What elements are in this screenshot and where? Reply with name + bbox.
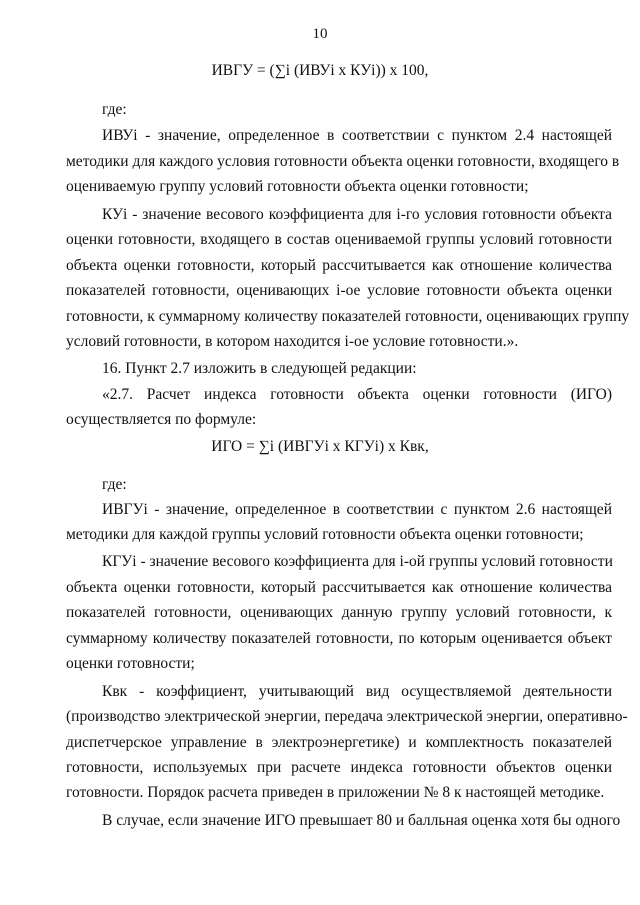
- text-line: оценки готовности;: [66, 655, 195, 672]
- item-16: 16. Пункт 2.7 изложить в следующей редакции:: [102, 360, 417, 377]
- text-line: показателей готовности, оценивающих i-ое условие готовности объекта оценки: [66, 282, 612, 299]
- where-label-1: где:: [102, 101, 127, 118]
- formula-igo-sum: ∑: [258, 438, 270, 455]
- text-line: показателей готовности, оценивающих данную группу условий готовности, к: [66, 604, 612, 621]
- text-line: готовности, к суммарному количеству показателей готовности, оценивающих группу: [66, 308, 630, 325]
- text-line: объекта оценки готовности, который рассчитывается как отношение количества: [66, 579, 612, 596]
- text-line: методики для каждой группы условий готовности объекта оценки готовности;: [66, 526, 584, 543]
- text-line: ИВГУi - значение, определенное в соответствии с пунктом 2.6 настоящей: [102, 501, 612, 518]
- text-line: методики для каждого условия готовности объекта оценки готовности, входящего в: [66, 153, 620, 170]
- text-line: (производство электрической энергии, передача электрической энергии, оперативно-: [66, 708, 628, 725]
- text-line: диспетчерское управление в электроэнергетике) и комплектность показателей: [66, 734, 612, 751]
- text-line: оцениваемую группу условий готовности объекта оценки готовности;: [66, 178, 529, 195]
- text-line: Квк - коэффициент, учитывающий вид осуществляемой деятельности: [102, 683, 612, 700]
- page-number: 10: [312, 26, 328, 42]
- formula-igo: [0, 438, 640, 456]
- text-line: оценки готовности, входящего в состав оцениваемой группы условий готовности: [66, 231, 612, 248]
- text-line: готовности. Порядок расчета приведен в приложении № 8 к настоящей методике.: [66, 784, 605, 801]
- formula-ivgu-prefix: ИВГУ = (: [211, 62, 275, 79]
- text-line: суммарному количеству показателей готовности, по которым оценивается объект: [66, 630, 612, 647]
- text-line: ИВУi - значение, определенное в соответствии с пунктом 2.4 настоящей: [102, 127, 612, 144]
- text-line: объекта оценки готовности, который рассчитывается как отношение количества: [66, 257, 612, 274]
- formula-ivgu-rest: i (ИВУi x КУi)) x 100,: [285, 62, 429, 79]
- formula-ivgu-sum: ∑: [274, 62, 286, 79]
- text-line: В случае, если значение ИГО превышает 80 и балльная оценка хотя бы одного: [102, 812, 621, 829]
- text-line: условий готовности, в котором находится i-ое условие готовности.».: [66, 333, 519, 350]
- text-line: «2.7. Расчет индекса готовности объекта оценки готовности (ИГО): [102, 386, 612, 403]
- text-line: КУi - значение весового коэффициента для i-го условия готовности объекта: [102, 206, 612, 223]
- where-label-2: где:: [102, 476, 127, 493]
- formula-igo-prefix: ИГО =: [211, 438, 259, 455]
- text-line: КГУi - значение весового коэффициента для i-ой группы условий готовности: [102, 553, 613, 570]
- formula-ivgu: [0, 62, 640, 80]
- text-line: готовности, используемых при расчете индекса готовности объектов оценки: [66, 759, 612, 776]
- text-line: осуществляется по формуле:: [66, 411, 257, 428]
- formula-igo-rest: i (ИВГУi x КГУi) x Квк,: [269, 438, 429, 455]
